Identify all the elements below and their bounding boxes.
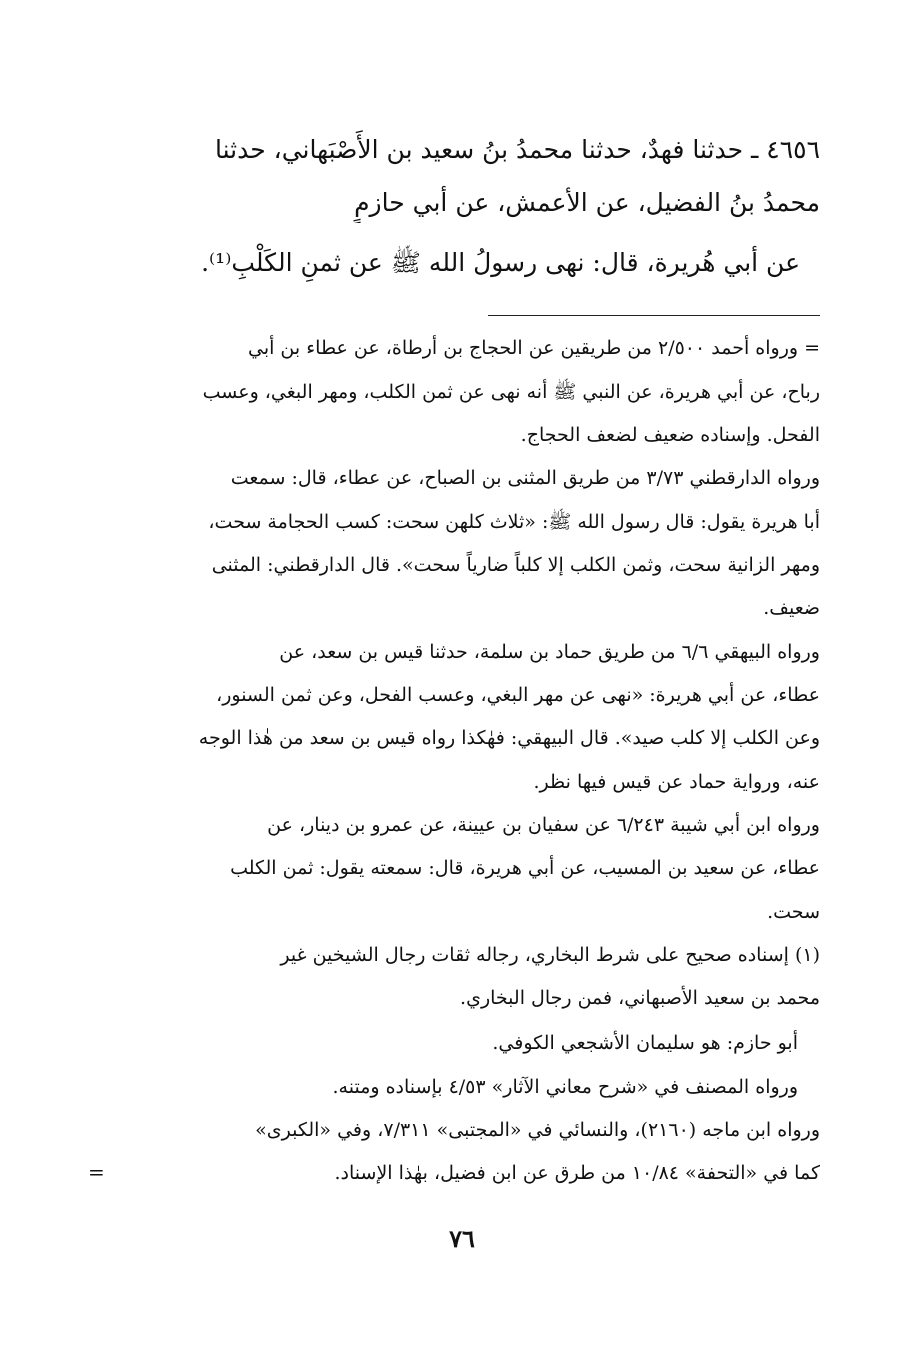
footnote-line: ورواه الدارقطني ٣/٧٣ من طريق المثنى بن الصباح، عن عطاء، قال: سمعت [230,467,820,489]
hadith-line-2: محمدُ بنُ الفضيل، عن الأعمش، عن أبي حازمٍ [354,188,820,217]
footnote-line: أبا هريرة يقول: قال رسول الله ﷺ: «ثلاث كلهن سحت: كسب الحجامة سحت، [208,511,820,533]
footnote-line: ورواه ابن أبي شيبة ٦/٢٤٣ عن سفيان بن عيينة، عن عمرو بن دينار، عن [267,814,820,836]
footnote-line: عطاء، عن أبي هريرة: «نهى عن مهر البغي، وعسب الفحل، وعن ثمن السنور، [216,684,820,706]
page-number: ٧٦ [449,1224,475,1253]
footnote-line: أبو حازم: هو سليمان الأشجعي الكوفي. [492,1032,798,1054]
footnote-line: وعن الكلب إلا كلب صيد». قال البيهقي: فهٰكذا رواه قيس بن سعد من هٰذا الوجه [198,727,820,749]
footnote-line: ورواه البيهقي ٦/٦ من طريق حماد بن سلمة، حدثنا قيس بن سعد، عن [279,641,820,663]
footnote-line: عنه، ورواية حماد عن قيس فيها نظر. [533,771,820,793]
footnote-line: الفحل. وإسناده ضعيف لضعف الحجاج. [520,424,820,446]
footnote-line: كما في «التحفة» ١٠/٨٤ من طرق عن ابن فضيل، بهٰذا الإسناد. [334,1162,820,1184]
footnote-line: = ورواه أحمد ٢/٥٠٠ من طريقين عن الحجاج بن أرطاة، عن عطاء بن أبي [247,337,820,359]
footnote-separator [488,315,820,316]
footnote-line: رباح، عن أبي هريرة، عن النبي ﷺ أنه نهى عن ثمن الكلب، ومهر البغي، وعسب [202,381,820,403]
footnote-line: ضعيف. [763,597,820,619]
footnote-line: (١) إسناده صحيح على شرط البخاري، رجاله ثقات رجال الشيخين غير [280,944,820,966]
continuation-mark: = [88,1160,105,1184]
hadith-line-1: ٤٦٥٦ ـ حدثنا فهدٌ، حدثنا محمدُ بنُ سعيد بن الأَصْبَهاني، حدثنا [214,135,820,164]
footnote-line: ورواه المصنف في «شرح معاني الآثار» ٤/٥٣ بإسناده ومتنه. [332,1076,798,1098]
footnote-line: محمد بن سعيد الأصبهاني، فمن رجال البخاري. [460,987,820,1009]
footnote-line: سحت. [767,901,820,923]
hadith-line-3: عن أبي هُريرة، قال: نهى رسولُ الله ﷺ عن ثمنِ الكَلْبِ⁽¹⁾. [201,248,800,277]
footnote-line: ومهر الزانية سحت، وثمن الكلب إلا كلباً ضارياً سحت». قال الدارقطني: المثنى [211,554,820,576]
footnote-line: عطاء، عن سعيد بن المسيب، عن أبي هريرة، قال: سمعته يقول: ثمن الكلب [230,857,820,879]
footnote-line: ورواه ابن ماجه (٢١٦٠)، والنسائي في «المجتبى» ٧/٣١١، وفي «الكبرى» [255,1119,820,1141]
